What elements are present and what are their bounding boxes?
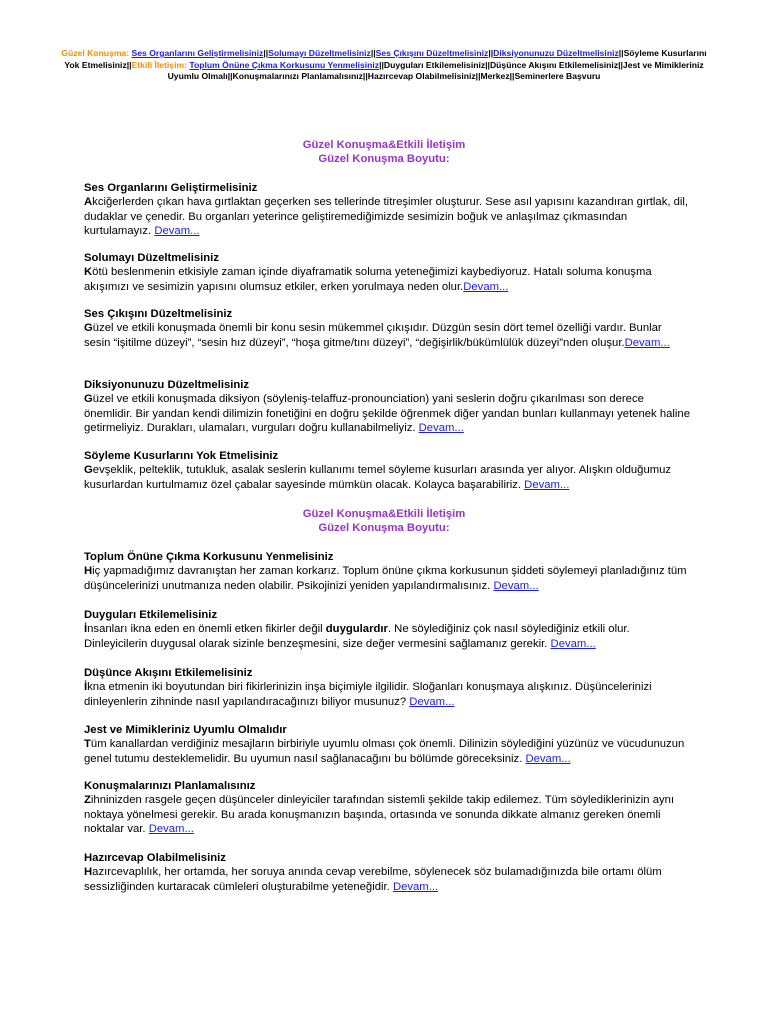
item-body	[84, 463, 690, 492]
item-dropcap: G	[84, 322, 93, 334]
item-duygulari	[84, 608, 690, 651]
item-solumayi	[84, 251, 690, 294]
devam-link[interactable]: Devam...	[524, 478, 570, 491]
item-planlama	[84, 779, 690, 837]
nav-link-ses-cikisi[interactable]: Ses Çıkışını Düzeltmelisiniz	[375, 48, 489, 58]
devam-link[interactable]: Devam...	[409, 695, 455, 708]
devam-link[interactable]: Devam...	[493, 579, 539, 592]
section-heading-first	[0, 138, 768, 166]
nav-label-guzel-konusma: Güzel Konuşma:	[61, 48, 130, 58]
nav-item-soyleme-kusurlari: Söyleme Kusurlarını Yok Etmelisiniz	[64, 48, 707, 70]
nav-items-rest: Duyguları Etkilemelisiniz||Düşünce Akışını Etkilemelisiniz||Jest ve Mimikleriniz Uyumlu Olmalı||Konuşmalarınızı Planlamalısınız||Hazırcevap Olabilmelisiniz||Merkez||Seminerlere Başvuru	[167, 59, 704, 82]
item-dropcap: H	[84, 565, 93, 577]
item-body	[84, 321, 690, 350]
item-body	[84, 865, 690, 894]
item-ses-cikisi	[84, 307, 690, 350]
devam-link[interactable]: Devam...	[525, 752, 571, 765]
item-title: Hazırcevap Olabilmelisiniz	[84, 852, 226, 864]
item-body	[84, 737, 690, 766]
item-text-strong: duygulardır	[325, 623, 388, 635]
item-text: nsanları ikna eden en önemli etken fikirler değil	[87, 623, 326, 635]
item-text: iç yapmadığımız davranıştan her zaman korkarız. Toplum önüne çıkma korkusunun şiddeti söylemeyi planladığınız tüm düşüncelerinizi unutmanıza neden olabilir. Psikojinizi yeniden yapılandırmalısınız.	[84, 565, 687, 592]
item-text: azırcevaplılık, her ortamda, her soruya anında cevap verebilme, söylenecek söz bulamadığınızda bile ortamı ölüm sessizliğinden kurtaracak cümleleri oluşturabilme yeteneğidir.	[84, 866, 662, 893]
devam-link[interactable]: Devam...	[463, 280, 509, 293]
item-hazircevap	[84, 851, 690, 894]
item-title: Ses Çıkışını Düzeltmelisiniz	[84, 308, 233, 320]
item-text: üzel ve etkili konuşmada diksiyon (söyleniş-telaffuz-pronounciation) yani seslerin doğru çıkarılması son derece önemlidir. Bir yandan kendi dilimizin fonetiğini en doğru şekilde öğrenmek diğer yandan bunları kullanmayı yetenek haline getirmeliyiz. Durakları, ulamaları, vurguları doğru kullanabilmeliyiz.	[84, 393, 690, 435]
devam-link[interactable]: Devam...	[550, 637, 596, 650]
item-body	[84, 680, 690, 709]
item-body	[84, 622, 690, 651]
item-dropcap: G	[84, 393, 93, 405]
item-title: Söyleme Kusurlarını Yok Etmelisiniz	[84, 450, 279, 462]
item-text: evşeklik, pelteklik, tutukluk, asalak seslerin kullanımı temel söyleme kusurları arasında yer alıyor. Alışkın olduğumuz kusurlardan kurtulmamız özel çabalar sayesinde mümkün olacak. Kolayca başarabiliriz.	[84, 464, 672, 491]
item-jest-mimik	[84, 723, 690, 766]
item-toplum-onune	[84, 550, 690, 593]
item-title: Jest ve Mimikleriniz Uyumlu Olmalıdır	[84, 724, 287, 736]
item-text: üzel ve etkili konuşmada önemli bir konu sesin mükemmel çıkışıdır. Düzgün sesin dört temel özelliği vardır. Bunlar sesin “işitilme düzeyi”, “sesin hız düzeyi”, “hoşa gitme/tını düzeyi”, “değişirlik/bükümlülük düzeyi”nden oluşur.	[84, 322, 662, 349]
section-heading-line1: Güzel Konuşma&Etkili İletişim	[302, 139, 466, 151]
item-dropcap: İ	[84, 681, 88, 693]
item-dropcap: H	[84, 866, 93, 878]
nav-separator: ||	[488, 48, 494, 58]
nav-separator: ||	[263, 48, 269, 58]
item-title: Duyguları Etkilemelisiniz	[84, 609, 218, 621]
item-text: ötü beslenmenin etkisiyle zaman içinde diyaframatik soluma yeteneğimizi kaybediyoruz. Hatalı soluma konuşma akışımızı ve sesimizin yapısını olumsuz etkiler, erken yorulmaya neden olur.	[84, 266, 652, 293]
item-title: Toplum Önüne Çıkma Korkusunu Yenmelisiniz	[84, 551, 334, 563]
item-diksiyon	[84, 378, 690, 436]
item-dropcap: İ	[84, 623, 88, 635]
item-dusunce-akisi	[84, 666, 690, 709]
nav-separator: ||	[126, 59, 132, 70]
item-text: üm kanallardan verdiğiniz mesajların birbiriyle uyumlu olması çok önemli. Dilinizin söylediğini yüzünüz ve vücudunuzun genel tutumu desteklemelidir. Bu uyumun nasıl sağlanacağını bu bölümde göreceksiniz.	[84, 738, 685, 765]
item-title: Konuşmalarınızı Planlamalısınız	[84, 780, 256, 792]
item-text: ihninizden rasgele geçen düşünceler dinleyiciler tarafından sistemli şekilde takip edilemez. Tüm söylediklerinizin aynı noktaya yönelmesi gerekir. Bu arada konuşmanızın başında, ortasında ve sonunda dikkate almanız gereken önemli noktalar var.	[84, 794, 675, 836]
item-body	[84, 392, 690, 436]
item-dropcap: G	[84, 464, 93, 476]
devam-link[interactable]: Devam...	[148, 823, 194, 836]
nav-separator: ||	[379, 59, 384, 70]
item-dropcap: Z	[84, 794, 91, 806]
section-heading-line2: Güzel Konuşma Boyutu:	[318, 153, 450, 165]
section-heading-line2: Güzel Konuşma Boyutu:	[318, 522, 450, 534]
item-title: Düşünce Akışını Etkilemelisiniz	[84, 667, 253, 679]
devam-link[interactable]: Devam...	[154, 225, 200, 238]
nav-link-diksiyon[interactable]: Diksiyonunuzu Düzeltmelisiniz	[493, 48, 619, 58]
nav-label-etkili-iletisim: Etkili İletişim:	[131, 59, 187, 70]
nav-separator: ||	[370, 48, 376, 58]
item-soyleme-kusurlari	[84, 449, 690, 492]
devam-link[interactable]: Devam...	[392, 880, 439, 893]
devam-link[interactable]: Devam...	[418, 422, 464, 435]
nav-separator: ||	[618, 48, 624, 58]
item-ses-organlari	[84, 181, 690, 239]
top-navigation	[60, 48, 708, 83]
devam-link[interactable]: Devam...	[624, 336, 670, 349]
section-heading-second	[0, 507, 768, 535]
item-text: . Ne söylediğiniz çok nasıl söylediğiniz etkili olur. Dinleyicilerin duygusal olarak sizinle benzeşmesini, size değer vermesini sağlamanız gerekir.	[84, 623, 630, 650]
item-body	[84, 564, 690, 593]
nav-link-ses-organlari[interactable]: Ses Organlarını Geliştirmelisiniz	[131, 48, 264, 58]
nav-link-toplum-onune[interactable]: Toplum Önüne Çıkma Korkusunu Yenmelisiniz	[189, 59, 380, 70]
item-title: Solumayı Düzeltmelisiniz	[84, 252, 219, 264]
item-title: Diksiyonunuzu Düzeltmelisiniz	[84, 379, 250, 391]
item-dropcap: K	[84, 266, 93, 278]
item-body	[84, 265, 690, 294]
item-text: kna etmenin iki boyutundan biri fikirlerinizin inşa biçimiyle ilgilidir. Sloğanları konuşmaya alışkınız. Düşüncelerinizi dinleyenlerin zihninde nasıl yapılandıracağınızı biliyor musunuz?	[84, 681, 652, 708]
item-text: kciğerlerden çıkan hava gırtlaktan geçerken ses tellerinde titreşimler oluşturur. Sese asıl yapısını kazandıran gırtlak, dil, dudaklar ve çenedir. Bu organları yeterince geliştiremediğimizde sesimizin boğuk ve anlaşılmaz çıkmasından kurtulamayız.	[84, 196, 689, 238]
section-heading-line1: Güzel Konuşma&Etkili İletişim	[302, 508, 466, 520]
item-body	[84, 195, 690, 239]
nav-link-solumayi[interactable]: Solumayı Düzeltmelisiniz	[268, 48, 371, 58]
item-dropcap: A	[84, 196, 93, 208]
item-dropcap: T	[84, 738, 91, 750]
item-title: Ses Organlarını Geliştirmelisiniz	[84, 182, 258, 194]
item-body	[84, 793, 690, 837]
